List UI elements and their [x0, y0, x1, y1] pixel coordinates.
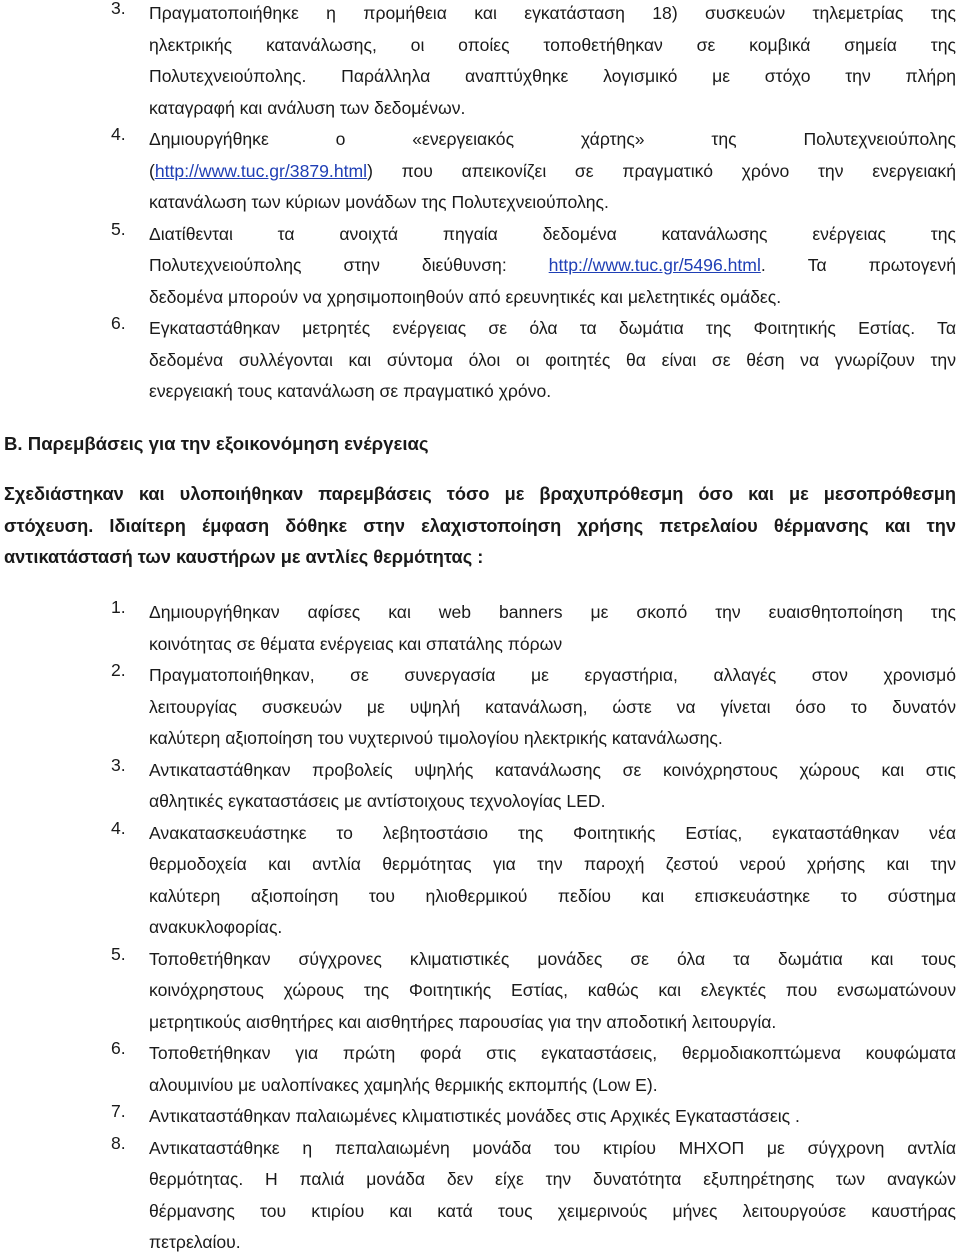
- list-item-line: δεδομένα μπορούν να χρησιμοποιηθούν από ερευνητικές και μελετητικές ομάδες.: [149, 286, 782, 307]
- list-item-line: Ανακατασκευάστηκε το λεβητοστάσιο της Φοιτητικής Εστίας, εγκαταστάθηκαν νέα: [149, 822, 956, 843]
- text-segment: (: [149, 160, 155, 181]
- list-number: 4.: [111, 124, 126, 144]
- list-item-line: [149, 156, 956, 188]
- intro-line: Σχεδιάστηκαν και υλοποιήθηκαν παρεμβάσεις τόσο με βραχυπρόθεσμη όσο και με μεσοπρόθεσμη: [4, 484, 956, 504]
- list-number: 4.: [111, 817, 126, 838]
- list-item-line: Δημιουργήθηκαν αφίσες και web banners με σκοπό την ευαισθητοποίηση της: [149, 602, 956, 622]
- list-item-line: αθλητικές εγκαταστάσεις με αντίστοιχους τεχνολογίας LED.: [149, 791, 606, 811]
- list-item-line: ηλεκτρικής κατανάλωσης, οι οποίες τοποθετήθηκαν σε κομβικά σημεία της: [149, 34, 956, 55]
- list-item-line: θερμότητας. Η παλιά μονάδα δεν είχε την δυνατότητα εξυπηρέτησης των αναγκών: [149, 1169, 956, 1189]
- list-number: 5.: [111, 218, 126, 239]
- list-bottom: [0, 597, 960, 1259]
- list-item-line: καλύτερη αξιοποίηση του νυχτερινού τιμολογίου ηλεκτρικής κατανάλωσης.: [149, 728, 723, 748]
- list-item-line: λειτουργίας συσκευών με υψηλή κατανάλωση, ώστε να γίνεται όσο το δυνατόν: [149, 696, 956, 717]
- list-item-line: ενεργειακή τους κατανάλωση σε πραγματικό χρόνο.: [149, 381, 552, 401]
- intro-line: αντικατάστασή των καυστήρων με αντλίες θερμότητας :: [4, 547, 484, 567]
- list-item-line: κατανάλωση των κύριων μονάδων της Πολυτεχνειούπολης.: [149, 192, 609, 212]
- list-number: 6.: [111, 1038, 126, 1058]
- list-item-4: [0, 124, 960, 219]
- list-item-line: Τοποθετήθηκαν για πρώτη φορά στις εγκαταστάσεις, θερμοδιακοπτώμενα κουφώματα: [149, 1043, 956, 1063]
- section-intro: [4, 479, 956, 574]
- list-item-8b: [0, 1133, 960, 1259]
- intro-line: στόχευση. Ιδιαίτερη έμφαση δόθηκε στην ελαχιστοποίηση χρήσης πετρελαίου θέρμανσης και την: [4, 515, 956, 536]
- open-data-link[interactable]: http://www.tuc.gr/5496.html: [548, 255, 761, 275]
- list-item-line: Αντικαταστάθηκαν παλαιωμένες κλιματιστικές μονάδες στις Αρχικές Εγκαταστάσεις .: [149, 1106, 800, 1126]
- list-top: [0, 0, 960, 408]
- list-item-line: Δημιουργήθηκε ο «ενεργειακός χάρτης» της Πολυτεχνειούπολης: [149, 129, 956, 149]
- list-item-line: [149, 250, 956, 282]
- list-item-1: [0, 597, 960, 660]
- list-number: 8.: [111, 1132, 126, 1153]
- list-item-4b: [0, 818, 960, 944]
- list-number: 3.: [111, 0, 126, 18]
- list-number: 2.: [111, 660, 126, 680]
- list-item-line: Αντικαταστάθηκαν προβολείς υψηλής κατανάλωσης σε κοινόχρηστους χώρους και στις: [149, 759, 956, 780]
- list-item-6b: [0, 1038, 960, 1101]
- list-item-line: καταγραφή και ανάλυση των δεδομένων.: [149, 97, 466, 118]
- list-item-line: Αντικαταστάθηκε η πεπαλαιωμένη μονάδα του κτιρίου ΜΗΧΟΠ με σύγχρονη αντλία: [149, 1137, 956, 1158]
- list-item-line: αλουμινίου με υαλοπίνακες χαμηλής θερμικής εκπομπής (Low E).: [149, 1074, 658, 1095]
- list-item-line: Διατίθενται τα ανοιχτά πηγαία δεδομένα κατανάλωσης ενέργειας της: [149, 223, 956, 244]
- energy-map-link[interactable]: http://www.tuc.gr/3879.html: [154, 160, 368, 181]
- text-segment: . Τα πρωτογενή: [760, 255, 956, 275]
- list-item-6: [0, 313, 960, 408]
- list-number: 6.: [111, 313, 126, 333]
- list-item-line: Εγκαταστάθηκαν μετρητές ενέργειας σε όλα τα δωμάτια της Φοιτητικής Εστίας. Τα: [149, 318, 956, 338]
- list-item-2: [0, 660, 960, 755]
- list-item-line: ανακυκλοφορίας.: [149, 917, 283, 937]
- list-item-line: δεδομένα συλλέγονται και σύντομα όλοι οι φοιτητές θα είναι σε θέση να γνωρίζουν την: [149, 349, 956, 370]
- list-item-line: θέρμανσης του κτιρίου και κατά τους χειμερινούς μήνες λειτουργούσε καυστήρας: [149, 1200, 956, 1221]
- list-number: 5.: [111, 943, 126, 964]
- list-item-line: Πραγματοποιήθηκε η προμήθεια και εγκατάσταση 18) συσκευών τηλεμετρίας της: [149, 3, 956, 23]
- list-item-line: κοινόχρηστους χώρους της Φοιτητικής Εστίας, καθώς και ελεγκτές που ενσωματώνουν: [149, 980, 956, 1000]
- list-number: 1.: [111, 597, 126, 617]
- list-item-line: Τοποθετήθηκαν σύγχρονες κλιματιστικές μονάδες σε όλα τα δωμάτια και τους: [149, 948, 956, 969]
- list-item-line: πετρελαίου.: [149, 1232, 241, 1252]
- list-item-3b: [0, 755, 960, 818]
- list-item-line: καλύτερη αξιοποίηση του ηλιοθερμικού πεδίου και επισκευάστηκε το σύστημα: [149, 885, 956, 906]
- list-number: 7.: [111, 1101, 126, 1121]
- list-item-5: [0, 219, 960, 314]
- list-item-line: μετρητικούς αισθητήρες και αισθητήρες παρουσίας για την αποδοτική λειτουργία.: [149, 1011, 777, 1032]
- list-item-line: Πραγματοποιήθηκαν, σε συνεργασία με εργαστήρια, αλλαγές στον χρονισμό: [149, 665, 956, 685]
- list-item-3: [0, 0, 960, 124]
- list-item-5b: [0, 944, 960, 1039]
- section-heading: Β. Παρεμβάσεις για την εξοικονόμηση ενέργειας: [4, 433, 429, 454]
- list-item-line: θερμοδοχεία και αντλία θερμότητας για την παροχή ζεστού νερού χρήσης και την: [149, 854, 956, 874]
- text-segment: ) που απεικονίζει σε πραγματικό χρόνο την ενεργειακή: [367, 160, 956, 181]
- list-number: 3.: [111, 754, 126, 775]
- text-segment: Πολυτεχνειούπολης στην διεύθυνση:: [149, 255, 549, 275]
- list-item-line: Πολυτεχνειούπολης. Παράλληλα αναπτύχθηκε λογισμικό με στόχο την πλήρη: [149, 66, 956, 86]
- list-item-7b: [0, 1101, 960, 1133]
- list-item-line: κοινότητας σε θέματα ενέργειας και σπατάλης πόρων: [149, 633, 563, 654]
